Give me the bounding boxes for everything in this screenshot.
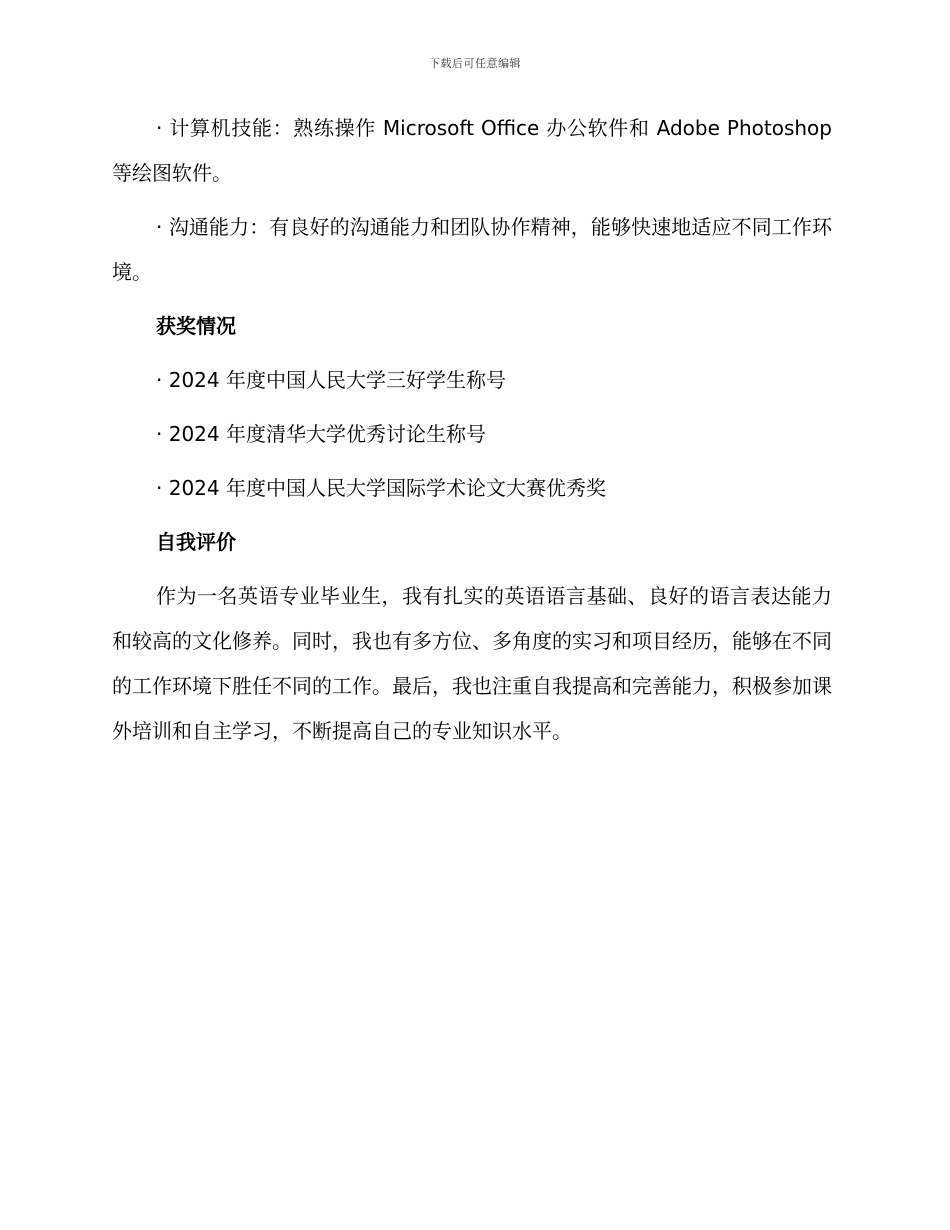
document-body xyxy=(112,106,832,763)
awards-heading: 获奖情况 xyxy=(156,314,236,338)
self-evaluation-text: 作为一名英语专业毕业生，我有扎实的英语语言基础、良好的语言表达能力和较高的文化修养。同时，我也有多方位、多角度的实习和项目经历，能够在不同的工作环境下胜任不同的工作。最后，我也注重自我提高和完善能力，积极参加课外培训和自主学习，不断提高自己的专业知识水平。 xyxy=(112,584,832,743)
award-item-3: · 2024 年度中国人民大学国际学术论文大赛优秀奖 xyxy=(156,476,606,500)
skill-communication: · 沟通能力：有良好的沟通能力和团队协作精神，能够快速地适应不同工作环境。 xyxy=(112,215,832,284)
award-item-1: · 2024 年度中国人民大学三好学生称号 xyxy=(156,368,506,392)
skill-computer: · 计算机技能：熟练操作 Microsoft Office 办公软件和 Adobe Photoshop 等绘图软件。 xyxy=(112,116,832,185)
award-item-2: · 2024 年度清华大学优秀讨论生称号 xyxy=(156,422,486,446)
self-evaluation-heading: 自我评价 xyxy=(156,530,236,554)
page-header: 下载后可任意编辑 xyxy=(429,57,521,70)
